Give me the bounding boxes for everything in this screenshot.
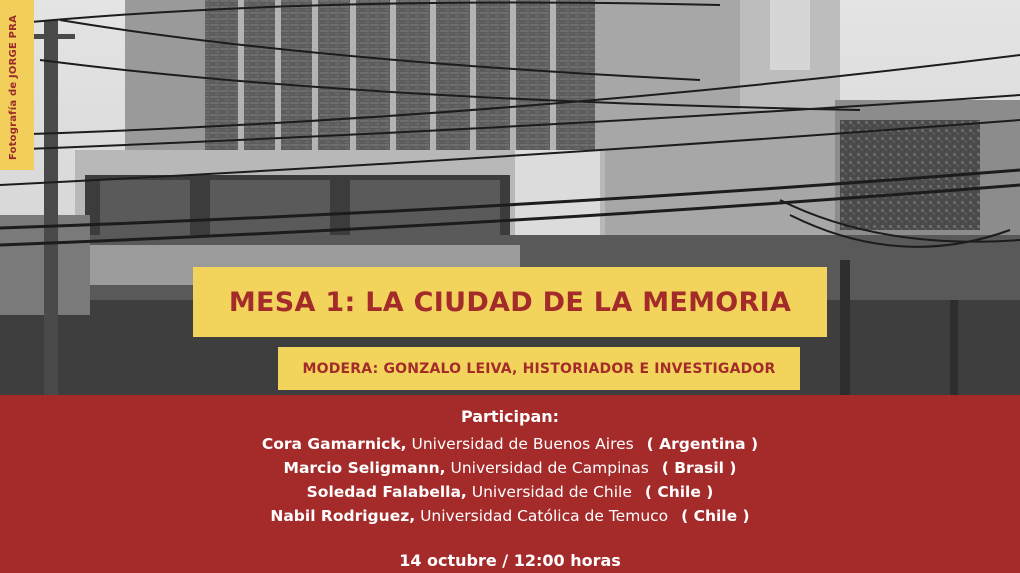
participant-institution: Universidad de Chile [471, 483, 632, 501]
photo-credit: Fotografía de JORGE PRA [8, 14, 19, 160]
participant-country: ( Brasil ) [661, 459, 737, 477]
participant-institution: Universidad de Buenos Aires [411, 435, 634, 453]
participant-country: ( Argentina ) [646, 435, 759, 453]
participant-institution: Universidad de Campinas [450, 459, 649, 477]
event-date-time: 14 octubre / 12:00 horas [399, 551, 621, 570]
moderator-text: MODERA: GONZALO LEIVA, HISTORIADOR E INVESTIGADOR [302, 360, 776, 377]
participant-name: Nabil Rodriguez, [270, 507, 416, 525]
participant-country: ( Chile ) [644, 483, 714, 501]
participant-institution: Universidad Católica de Temuco [420, 507, 669, 525]
photo-credit-strip [0, 0, 34, 170]
participant-name: Marcio Seligmann, [283, 459, 446, 477]
participant-country: ( Chile ) [681, 507, 750, 525]
title-banner [193, 267, 827, 337]
participant-row [0, 504, 1020, 528]
participant-row [0, 456, 1020, 480]
participants-heading: Participan: [460, 407, 560, 426]
participants-panel [0, 395, 1020, 573]
participant-row [0, 480, 1020, 504]
participants-list [0, 432, 1020, 528]
page-title: MESA 1: LA CIUDAD DE LA MEMORIA [228, 286, 792, 318]
participant-name: Cora Gamarnick, [261, 435, 407, 453]
participant-row [0, 432, 1020, 456]
participant-name: Soledad Falabella, [306, 483, 467, 501]
moderator-banner [278, 347, 800, 390]
